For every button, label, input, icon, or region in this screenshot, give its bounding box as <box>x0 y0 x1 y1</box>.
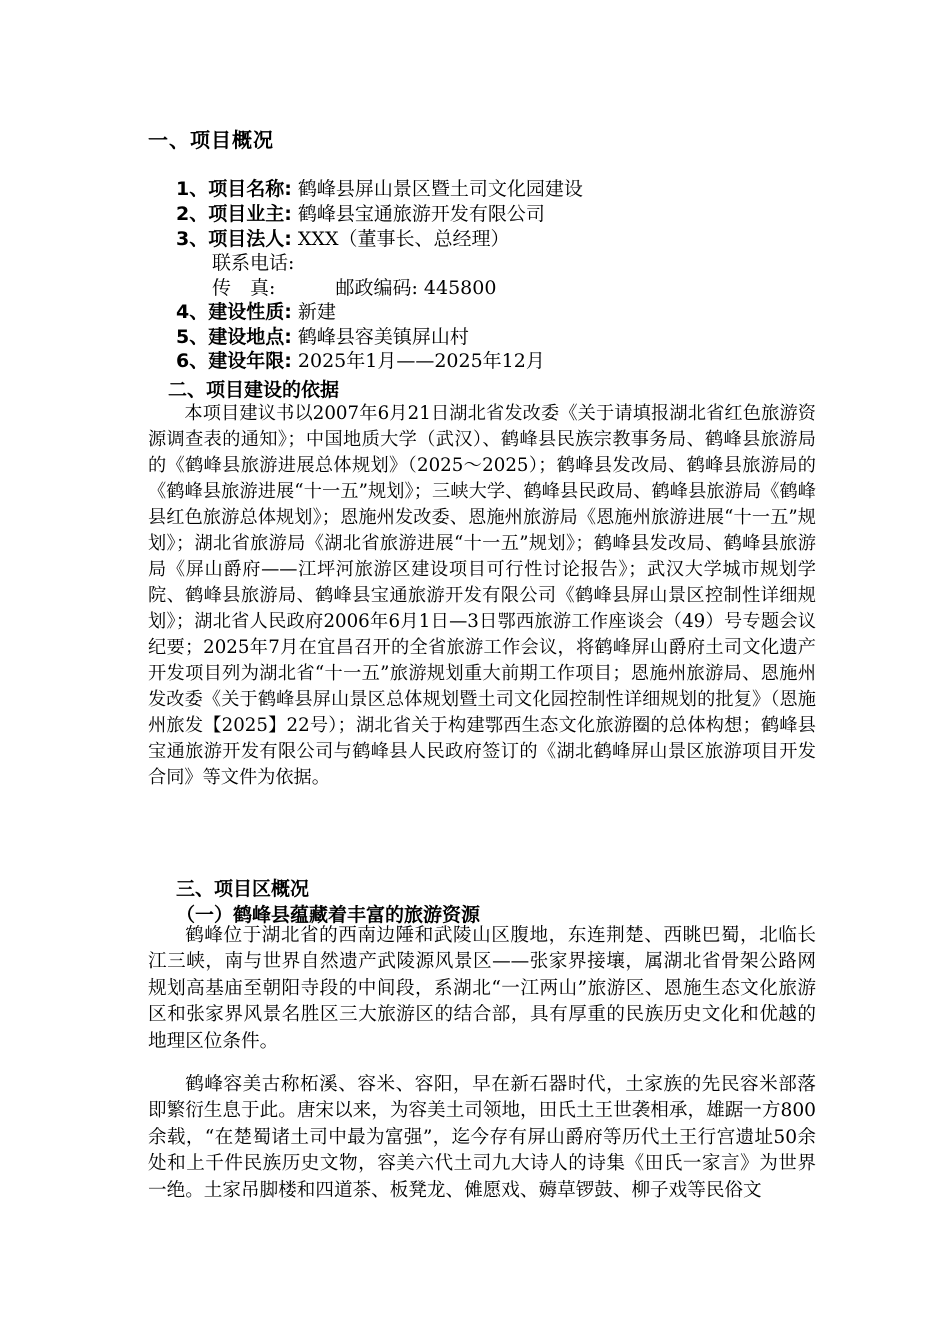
info-key: 6、建设年限 <box>176 350 285 372</box>
info-value: 2025年1月——2025年12月 <box>297 350 545 372</box>
info-key: 3、项目法人 <box>176 228 285 250</box>
info-key: 5、建设地点 <box>176 326 285 348</box>
section3-paragraph-1: 鹤峰位于湖北省的西南边陲和武陵山区腹地，东连荆楚、西眺巴蜀，北临长江三峡，南与世界自然遗产武陵源风景区——张家界接壤，属湖北省骨架公路网规划高基庙至朝阳寺段的中间段，系湖北“一江两山”旅游区、恩施生态文化旅游区和张家界风景名胜区三大旅游区的结合部，具有厚重的民族历史文化和优越的地理区位条件。 <box>148 925 816 1052</box>
section3-heading: 三、项目区概况 <box>176 878 310 900</box>
info-key: 2、项目业主 <box>176 203 285 225</box>
section2-paragraph: 本项目建议书以2007年6月21日湖北省发改委《关于请填报湖北省红色旅游资源调查表的通知》；中国地质大学（武汉）、鹤峰县民族宗教事务局、鹤峰县旅游局的《鹤峰县旅游进展总体规划》（2025～2025）；鹤峰县发改局、鹤峰县旅游局的《鹤峰县旅游进展“十一五”规划》；三峡大学、鹤峰县民政局、鹤峰县旅游局《鹤峰县红色旅游总体规划》；恩施州发改委、恩施州旅游局《恩施州旅游进展“十一五”规划》；湖北省旅游局《湖北省旅游进展“十一五”规划》；鹤峰县发改局、鹤峰县旅游局《屏山爵府——江坪河旅游区建设项目可行性讨论报告》；武汉大学城市规划学院、鹤峰县旅游局、鹤峰县宝通旅游开发有限公司《鹤峰县屏山景区控制性详细规划》；湖北省人民政府2006年6月1日—3日鄂西旅游工作座谈会（49）号专题会议纪要；2025年7月在宜昌召开的全省旅游工作会议，将鹤峰屏山爵府土司文化遗产开发项目列为湖北省“十一五”旅游规划重大前期工作项目；恩施州旅游局、恩施州发改委《关于鹤峰县屏山景区总体规划暨土司文化园控制性详细规划的批复》（恩施州旅发【2025】22号）；湖北省关于构建鄂西生态文化旅游圈的总体构想；鹤峰县宝通旅游开发有限公司与鹤峰县人民政府签订的《湖北鹤峰屏山景区旅游项目开发合同》等文件为依据。 <box>148 403 816 788</box>
fax-label: 传 真: <box>212 277 276 299</box>
info-fax-postal <box>212 276 496 301</box>
info-legal-person: 3、项目法人: XXX（董事长、总经理） <box>176 228 510 250</box>
section3-paragraph-2: 鹤峰容美古称柘溪、容米、容阳，早在新石器时代，土家族的先民容米部落即繁衍生息于此。唐宋以来，为容美土司领地，田氏土王世袭相承，雄踞一方800余载，“在楚蜀诸土司中最为富强”，迄今存有屏山爵府等历代土王行宫遗址50余处和上千件民族历史文物，容美六代土司九大诗人的诗集《田氏一家言》为世界一绝。土家吊脚楼和四道茶、板凳龙、傩愿戏、薅草锣鼓、柳子戏等民俗文 <box>148 1074 816 1201</box>
postal-code: 445800 <box>423 277 497 299</box>
info-value: 鹤峰县屏山景区暨土司文化园建设 <box>297 178 583 200</box>
section1-heading: 一、项目概况 <box>148 128 274 152</box>
info-key: 1、项目名称 <box>176 178 285 200</box>
phone-label: 联系电话: <box>212 252 295 274</box>
info-construction-nature: 4、建设性质: 新建 <box>176 301 336 323</box>
postal-label: 邮政编码: <box>335 277 418 299</box>
info-value: 鹤峰县容美镇屏山村 <box>297 326 469 348</box>
info-project-owner: 2、项目业主: 鹤峰县宝通旅游开发有限公司 <box>176 203 545 225</box>
info-key: 4、建设性质 <box>176 301 285 323</box>
info-value: XXX（董事长、总经理） <box>297 228 510 250</box>
info-value: 新建 <box>297 301 336 323</box>
info-project-name: 1、项目名称: 鹤峰县屏山景区暨土司文化园建设 <box>176 178 583 200</box>
section3-subheading: （一）鹤峰县蕴藏着丰富的旅游资源 <box>176 904 481 926</box>
section2-heading: 二、项目建设的依据 <box>168 379 340 401</box>
info-value: 鹤峰县宝通旅游开发有限公司 <box>297 203 545 225</box>
info-construction-site: 5、建设地点: 鹤峰县容美镇屏山村 <box>176 326 469 348</box>
info-phone <box>212 251 294 276</box>
info-construction-period: 6、建设年限: 2025年1月——2025年12月 <box>176 350 545 372</box>
